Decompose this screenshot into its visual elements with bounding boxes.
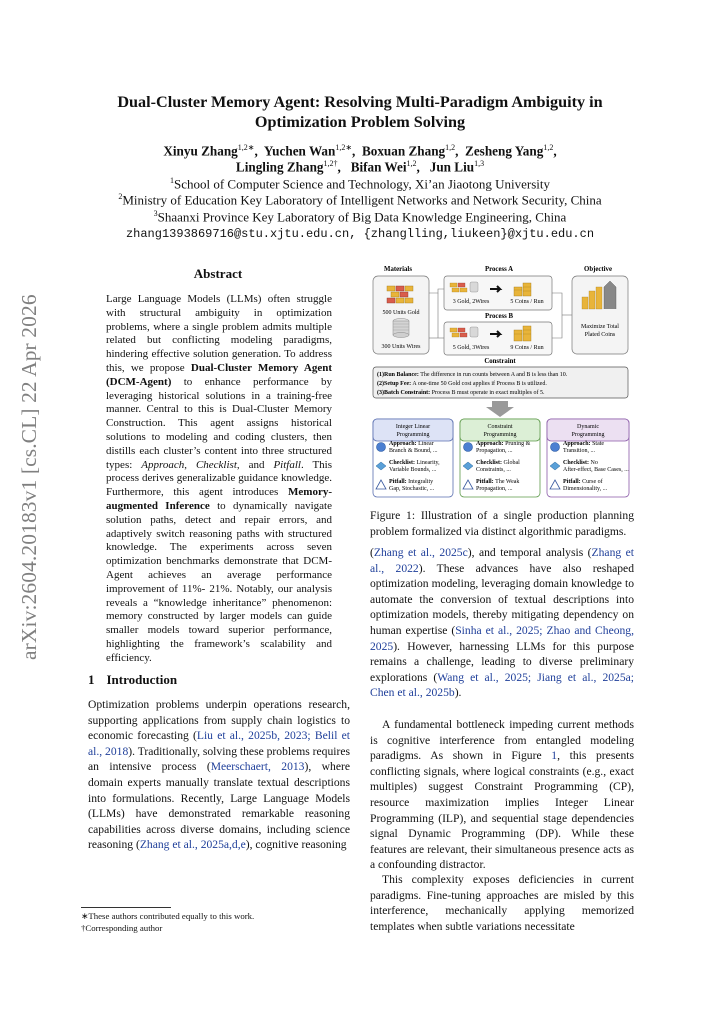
- pitfall-label: Pitfall:: [563, 479, 583, 485]
- affiliation-1: [40, 176, 680, 192]
- checklist-value: Linearity,: [416, 460, 440, 466]
- citation-link[interactable]: Zhang et al., 2022: [370, 546, 634, 575]
- affiliation-3: [40, 209, 680, 225]
- pitfall-row: [389, 479, 433, 485]
- gear-icon: [377, 443, 386, 452]
- body-paragraph: [370, 717, 634, 873]
- approach-value-cont: Branch & Bound, ...: [389, 448, 438, 454]
- checklist-label: Checklist:: [476, 460, 504, 466]
- author-name: Zesheng Yang: [465, 143, 544, 159]
- pitfall-label: Pitfall:: [389, 479, 409, 485]
- author-name: Jun Liu: [429, 159, 475, 175]
- connector-line: [429, 289, 444, 293]
- paradigm-title-line: Programming: [571, 432, 605, 438]
- approach-value-cont: Propagation, ...: [476, 448, 513, 454]
- checklist-value: Global: [503, 460, 520, 466]
- checklist-row: [476, 460, 520, 466]
- paragraph-text: ).: [454, 686, 462, 700]
- affil-mark: 3: [153, 209, 158, 218]
- author-line-2: Lingling Zhang$^{1,2\dagger}$, Bifan Wei$^{1,2}$, Jun Liu$^{1,3}$: [235, 159, 485, 175]
- author-affil-mark: 1,2: [406, 159, 417, 168]
- paragraph-text: ). These advances have also reshaped optimization modeling, leveraging domain knowledge to automate the conversion of textual descriptions into optimization models, thereby mitigating dependency on human expertise (: [370, 561, 634, 637]
- citation-link[interactable]: Meerschaert, 2013: [210, 760, 305, 774]
- materials-label: Materials: [384, 266, 412, 273]
- abstract-text: to dynamically navigate solution paths, detect and repair errors, and adaptively switch reasoning paths with structured knowledge. The experiments across seven optimization benchmarks demonstrate that DCM-Agent achieves an average performance improvement of 11%- 21%. Notably, our analysis reveals a “knowledge inheritance” phenomenon: memory constructed by larger models can guide smaller models toward superior performance, highlighting the framework’s scalability and efficiency.: [106, 499, 332, 664]
- author-line-1: Xinyu Zhang$^{1,2∗}$, Yuchen Wan$^{1,2∗}$, Boxuan Zhang$^{1,2}$, Zesheng Yang$^{1,2}$,: [163, 143, 557, 159]
- paragraph-text: ), cognitive reasoning: [245, 838, 347, 852]
- gear-icon: [464, 443, 473, 452]
- abstract-body: [106, 293, 332, 666]
- approach-value: Linear: [418, 441, 434, 447]
- objective-label: Objective: [584, 266, 612, 273]
- process-b-label: Process B: [484, 313, 514, 320]
- affiliation-2: [40, 192, 680, 208]
- paragraph-text: This complexity exposes deficiencies in current paradigms. Fine-tuning approaches are misled by this interference, mechanically applying memorized templates when subtle variations necessitate: [370, 873, 634, 933]
- abstract-text: Large Language Models (LLMs) often struggle with structural ambiguity in optimization problems, where a single problem admits multiple related but conflicting modeling paradigms, hindering effective solution generation. To address this, we propose: [106, 293, 332, 374]
- approach-row: [563, 441, 604, 447]
- constraint-1: [377, 371, 568, 378]
- author-name: Boxuan Zhang: [361, 143, 446, 159]
- approach-row: [476, 441, 531, 447]
- pitfall-value: The Weak: [495, 479, 520, 485]
- citation-link[interactable]: Sinha et al., 2025; Zhao and Cheong, 2025: [370, 623, 635, 653]
- approach-row: [389, 441, 434, 447]
- abstract-bold: Memory-augmented Inference: [106, 486, 332, 512]
- intro-paragraph: [88, 697, 350, 853]
- process-b-output: 9 Coins / Run: [510, 345, 544, 351]
- footnote-rule: [81, 907, 171, 908]
- author-affil-mark: 1,2∗: [335, 143, 353, 152]
- paradigm-title-line: Dynamic: [577, 424, 599, 430]
- process-a-input: 3 Gold, 2Wires: [452, 299, 490, 305]
- paradigm-title-line: Integer Linear: [395, 424, 431, 430]
- paradigm-rows: [376, 441, 629, 492]
- author-affil-mark: 1,2†: [323, 159, 338, 168]
- checklist-value-cont: After-effect, Base Cases, ...: [563, 467, 629, 473]
- citation-link[interactable]: Wang et al., 2025; Jiang et al., 2025a; Chen et al., 2025b: [370, 670, 634, 700]
- pitfall-label: Pitfall:: [476, 479, 496, 485]
- abstract-italic: Checklist: [195, 458, 237, 471]
- body-paragraph: [370, 872, 634, 934]
- paragraph-text: ), where domain experts manually translate textual descriptions into formulations. Recently, Large Language Models (LLMs) have demonstrated remarkable reasoning capabilities across diverse domains, including science reasoning (: [88, 760, 350, 852]
- arxiv-stamp: arXiv:2604.20183v1 [cs.CL] 22 Apr 2026: [17, 294, 41, 660]
- abstract-italic: Pitfall: [273, 458, 301, 471]
- process-b-input-icon: [450, 327, 478, 337]
- footnote-equal-contribution: ∗These authors contributed equally to this work.: [81, 911, 255, 921]
- citation-link[interactable]: Zhang et al., 2025a,d,e: [139, 838, 246, 852]
- affil-text: Ministry of Education Key Laboratory of Intelligent Networks and Network Security, China: [122, 192, 602, 208]
- author-affil-mark: 1,2: [543, 143, 554, 152]
- paragraph-text: , this presents conflicting signals, where logical constraints (e.g., exact multiples) suggest Constraint Programming (CP), resource maximization implies Integer Linear Programming (ILP), and sequential stage dependencies signal Dynamic Programming (DP). While these features are relevant, their simultaneous presence acts as a confounding distractor.: [370, 749, 635, 872]
- pitfall-value: Integrality: [408, 479, 434, 485]
- checklist-value: No: [590, 460, 598, 466]
- affil-text: School of Computer Science and Technology, Xi’an Jiaotong University: [173, 176, 551, 192]
- approach-value: Pruning &: [505, 441, 531, 447]
- approach-label: Approach:: [389, 441, 419, 447]
- author-affil-mark: 1,2: [445, 143, 456, 152]
- paragraph-text: ). However, harnessing LLMs for this purpose remains a challenge, leading to diverse preliminary explorations (: [370, 639, 634, 684]
- arrow-down-icon: [486, 401, 514, 417]
- citation-link[interactable]: Liu et al., 2025b, 2023; Belil et al., 2018: [88, 729, 350, 758]
- paragraph-text: ), and temporal analysis (: [467, 546, 592, 559]
- figure-1: [372, 263, 634, 499]
- figure-ref-link[interactable]: 1: [551, 749, 558, 763]
- pitfall-value: Curse of: [582, 479, 603, 485]
- affil-mark: 1: [169, 176, 174, 185]
- paradigm-title-line: Constraint: [487, 424, 513, 430]
- abstract-heading: Abstract: [193, 266, 243, 281]
- process-a-input-icon: [450, 282, 478, 292]
- constraint-3: [377, 389, 545, 396]
- title-line-2: Optimization Problem Solving: [254, 113, 466, 131]
- checklist-value-cont: Variable Bounds, ...: [389, 467, 437, 473]
- paragraph-text: A fundamental bottleneck impeding current methods is cognitive interference from entangled modeling paradigms. As shown in Figure: [370, 718, 634, 763]
- paragraph-text: Optimization problems underpin operations research, supporting applications from supply chain logistics to economic forecasting (: [88, 698, 350, 743]
- abstract-text: ,: [184, 458, 196, 471]
- author-name: Xinyu Zhang: [163, 143, 238, 159]
- process-b-input: 5 Gold, 3Wires: [452, 345, 490, 351]
- title-line-1: Dual-Cluster Memory Agent: Resolving Multi-Paradigm Ambiguity in: [117, 93, 603, 111]
- footnote-corresponding: †Corresponding author: [81, 923, 163, 933]
- pitfall-value-cont: Gap, Stochastic, ...: [389, 486, 435, 492]
- abstract-bold: Dual-Cluster Memory Agent (DCM-Agent): [106, 361, 333, 388]
- paradigm-title-line: Programming: [483, 432, 517, 438]
- constraint-3-text: Process B must operate in exact multiples of 5.: [430, 390, 545, 396]
- affil-mark: 2: [118, 192, 123, 201]
- wire-units-label: 300 Units Wires: [381, 344, 421, 350]
- affil-text: Shaanxi Province Key Laboratory of Big Data Knowledge Engineering, China: [157, 209, 567, 225]
- author-affil-mark: 1,3: [474, 159, 485, 168]
- author-name: Lingling Zhang: [235, 159, 324, 175]
- constraint-1-text: The difference in run counts between A and B is less than 10.: [418, 372, 568, 378]
- objective-text-line2: Plated Coins: [584, 332, 616, 338]
- process-a-output: 5 Coins / Run: [510, 299, 544, 305]
- pitfall-row: [563, 478, 603, 485]
- paragraph-text: ). Traditionally, solving these problems requires an intensive process (: [88, 744, 351, 774]
- process-a-label: Process A: [484, 266, 514, 273]
- author-name: Yuchen Wan: [263, 143, 336, 159]
- paradigm-title-line: Programming: [396, 432, 430, 438]
- author-name: Bifan Wei: [350, 159, 407, 175]
- paper-title: [70, 92, 650, 132]
- section-title: Introduction: [106, 672, 178, 687]
- approach-value-cont: Transition, ...: [563, 448, 595, 454]
- pitfall-value-cont: Dimensionality, ...: [563, 486, 608, 492]
- constraint-3-label: (3)Batch Constraint:: [377, 390, 431, 396]
- constraint-label: Constraint: [484, 358, 516, 365]
- checklist-value-cont: Constraints, ...: [476, 467, 511, 473]
- abstract-text: , and: [236, 458, 274, 471]
- body-paragraph: (Zhang et al., 2025c), and temporal analysis (Zhang et al., 2022). These advances have also reshaped optimization modeling, leveraging domain knowledge to automate the conversion of textual descriptions into optimization models, thereby mitigating dependency on human expertise (Sinha et al., 2025; Zhao and Cheong, 2025). However, harnessing LLMs for this purpose remains a challenge, leading to diverse preliminary explorations (Wang et al., 2025; Jiang et al., 2025a; Chen et al., 2025b).: [370, 546, 635, 700]
- citation-link[interactable]: Zhang et al., 2025c: [373, 546, 468, 559]
- approach-value: State: [592, 441, 605, 447]
- approach-label: Approach:: [476, 441, 506, 447]
- connector-line: [552, 293, 562, 338]
- checklist-label: Checklist:: [563, 460, 591, 466]
- constraint-2-text: A one-time 50 Gold cost applies if Process B is utilized.: [411, 381, 547, 387]
- checklist-row: [563, 460, 598, 466]
- abstract-italic: Approach: [141, 458, 185, 471]
- gear-icon: [551, 443, 560, 452]
- gold-units-label: 500 Units Gold: [382, 310, 420, 316]
- pitfall-row: [476, 479, 519, 485]
- checklist-row: [389, 460, 440, 466]
- author-affil-mark: 1,2∗: [237, 143, 255, 152]
- abstract-text: to enhance performance by leveraging historical solutions in a training-free manner. Central to this is Dual-Cluster Memory Construction. This agent assigns historical solutions to modeling and coding clusters, then distills each cluster’s content into three structured types:: [106, 375, 332, 471]
- approach-label: Approach:: [563, 441, 593, 447]
- wire-spool-icon: [393, 319, 409, 338]
- objective-text-line1: Maximize Total: [581, 324, 619, 330]
- constraint-2-label: (2)Setup Fee:: [377, 381, 412, 387]
- constraint-2: [377, 380, 547, 387]
- author-emails[interactable]: zhang1393869716@stu.xjtu.edu.cn, {zhanglling,liukeen}@xjtu.edu.cn: [125, 227, 595, 241]
- abstract-text: . This process derives generalizable guidance knowledge. Furthermore, this agent introduces: [106, 458, 333, 499]
- section-heading: [88, 672, 177, 688]
- figure-caption: Figure 1: Illustration of a single production planning problem formalized via distinct algorithmic paradigms.: [370, 509, 634, 538]
- section-number: 1: [88, 672, 95, 687]
- pitfall-value-cont: Propagation, ...: [476, 486, 513, 492]
- checklist-label: Checklist:: [389, 460, 417, 466]
- constraint-1-label: (1)Run Balance:: [377, 372, 419, 378]
